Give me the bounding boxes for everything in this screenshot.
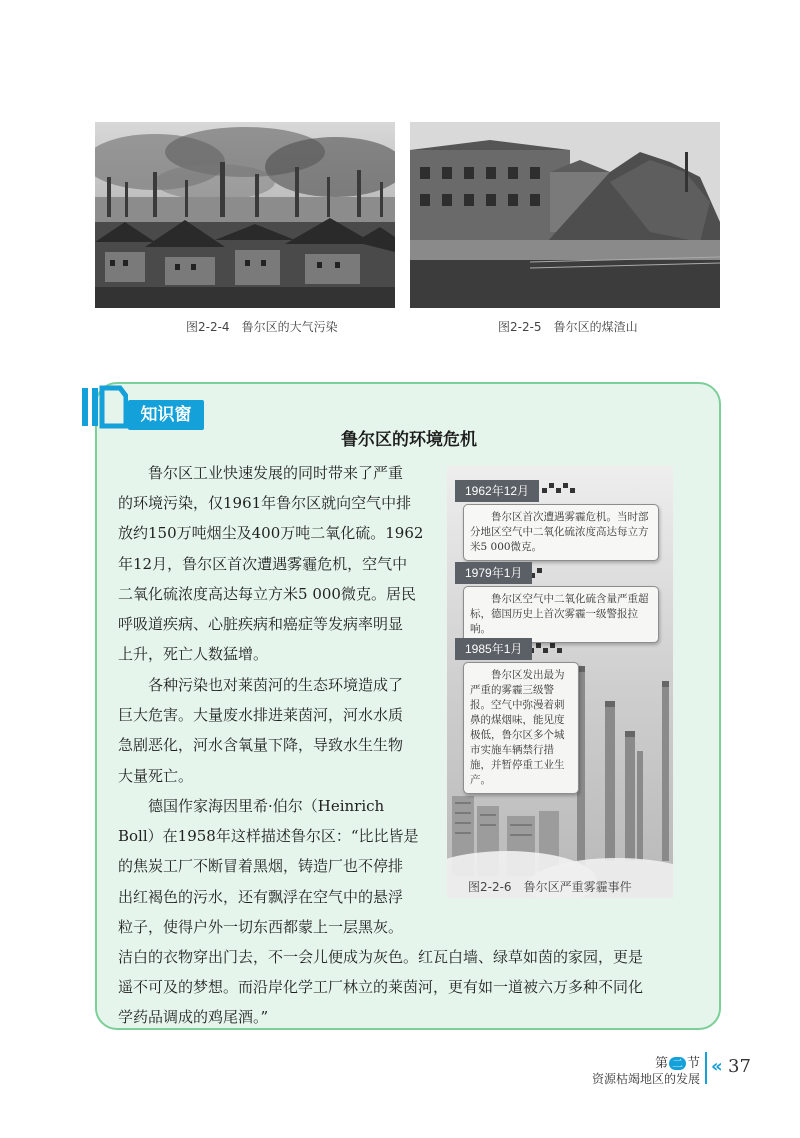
paragraph-2-line: 各种污染也对莱茵河的生态环境造成了 bbox=[148, 676, 404, 694]
photo-slag-heap bbox=[410, 122, 720, 308]
photo-air-pollution bbox=[95, 122, 395, 308]
paragraph-1-line: 呼吸道疾病、心脏疾病和癌症等发病率明显 bbox=[118, 615, 404, 634]
paragraph-3-line: 德国作家海因里希·伯尔（Heinrich bbox=[148, 797, 385, 815]
smog-events-figure bbox=[447, 466, 673, 898]
footer bbox=[560, 1050, 760, 1090]
event-date-1985: 1985年1月 bbox=[455, 638, 532, 660]
paragraph-1-line: 年12月，鲁尔区首次遭遇雾霾危机，空气中 bbox=[118, 554, 408, 573]
knowledge-window-title: 鲁尔区的环境危机 bbox=[341, 430, 477, 450]
paragraph-1-line: 放约150万吨烟尘及400万吨二氧化硫。1962 bbox=[118, 524, 424, 543]
paragraph-3-line: 的焦炭工厂不断冒着黑烟，铸造厂也不停排 bbox=[118, 857, 404, 876]
paragraph-2 bbox=[118, 670, 443, 791]
event-text-1979: 鲁尔区空气中二氧化硫含量严重超标，德国历史上首次雾霾一级警报拉响。 bbox=[463, 586, 659, 643]
paragraph-3-line: Boll）在1958年这样描述鲁尔区：“比比皆是 bbox=[118, 827, 419, 846]
paragraph-2-line: 巨大危害。大量废水排进莱茵河，河水水质 bbox=[118, 706, 404, 725]
event-date-1962: 1962年12月 bbox=[455, 480, 539, 502]
paragraph-3-line: 洁白的衣物穿出门去，不一会儿便成为灰色。红瓦白墙、绿草如茵的家园，更是 bbox=[118, 948, 644, 966]
paragraph-3-line: 粒子，使得户外一切东西都蒙上一层黑灰。 bbox=[118, 917, 404, 936]
book-icon bbox=[80, 384, 128, 430]
paragraph-1-line: 的环境污染，仅1961年鲁尔区就向空气中排 bbox=[118, 494, 412, 513]
section-prefix: 第 bbox=[654, 1056, 668, 1071]
section-label bbox=[655, 1052, 700, 1071]
footer-divider bbox=[705, 1052, 707, 1084]
photo-air-pollution-image bbox=[95, 122, 395, 308]
fig5-caption: 图2-2-5 鲁尔区的煤渣山 bbox=[498, 320, 638, 334]
paragraph-2-line: 急剧恶化，河水含氧量下降，导致水生生物 bbox=[118, 736, 404, 755]
paragraph-1-line: 鲁尔区工业快速发展的同时带来了严重 bbox=[148, 464, 404, 482]
event-date-1979: 1979年1月 bbox=[455, 562, 532, 584]
photo-slag-heap-image bbox=[410, 122, 720, 308]
paragraph-2-line: 大量死亡。 bbox=[118, 766, 194, 785]
section-title: 资源枯竭地区的发展 bbox=[591, 1072, 700, 1086]
chevron-left-icon: « bbox=[711, 1056, 723, 1077]
section-suffix: 节 bbox=[686, 1056, 700, 1071]
event-text-1962: 鲁尔区首次遭遇雾霾危机。当时部分地区空气中二氧化硫浓度高达每立方米5 000微克。 bbox=[463, 504, 659, 561]
paragraph-1-line: 上升，死亡人数猛增。 bbox=[118, 645, 269, 664]
paragraph-3 bbox=[118, 791, 443, 942]
fig6-caption: 图2-2-6 鲁尔区严重雾霾事件 bbox=[468, 880, 632, 894]
paragraph-3-line: 学药品调成的鸡尾酒。” bbox=[118, 1008, 269, 1027]
paragraph-3-line: 遥不可及的梦想。而沿岸化学工厂林立的莱茵河，更有如一道被六万多种不同化 bbox=[118, 978, 644, 997]
paragraph-3-line: 出红褐色的污水，还有飘浮在空气中的悬浮 bbox=[118, 887, 404, 906]
paragraph-1-line: 二氧化硫浓度高达每立方米5 000微克。居民 bbox=[118, 584, 416, 603]
fig4-caption: 图2-2-4 鲁尔区的大气污染 bbox=[186, 320, 338, 334]
paragraph-3-continued bbox=[118, 942, 698, 1033]
section-number-badge: 二 bbox=[669, 1057, 686, 1070]
paragraph-1 bbox=[118, 458, 443, 669]
event-text-1985: 鲁尔区发出最为严重的雾霾三级警报。空气中弥漫着刺鼻的煤烟味，能见度极低，鲁尔区多个城市实施车辆禁行措施，并暂停重工业生产。 bbox=[463, 662, 579, 794]
knowledge-window-tag: 知识窗 bbox=[128, 400, 204, 430]
page-number: 37 bbox=[728, 1056, 751, 1077]
